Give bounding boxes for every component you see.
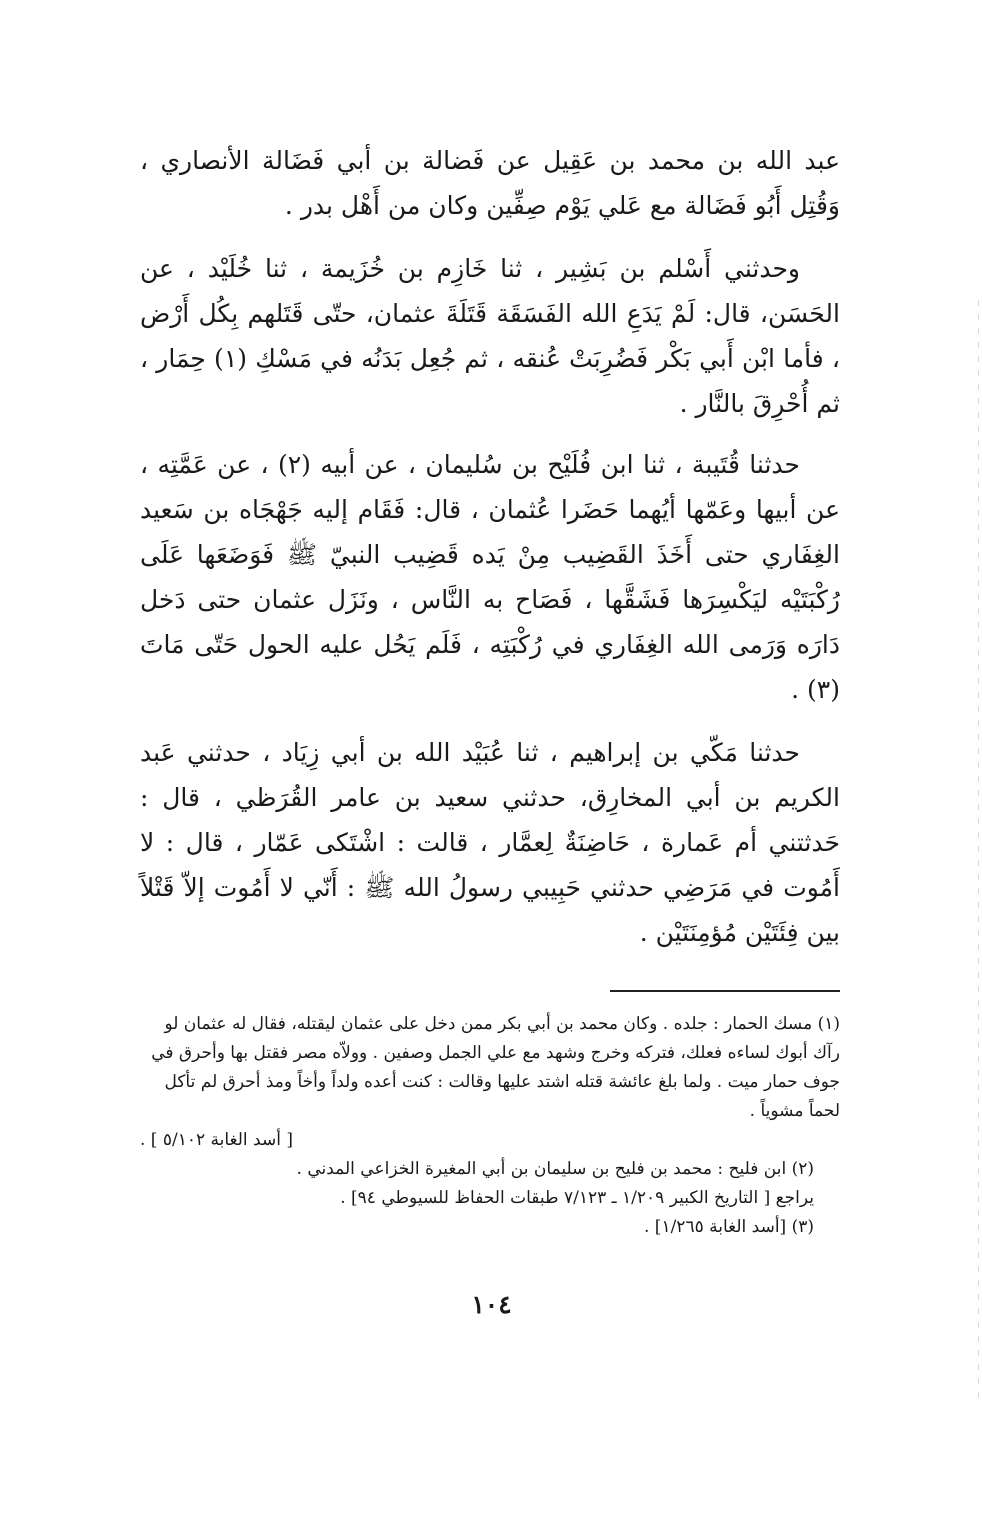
paragraph-3: حدثنا قُتَيبة ، ثنا ابن فُلَيْح بن سُليمان ، عن أبيه (٢) ، عن عَمَّتِه ، عن أبيها وعَمّها أيُهما حَضَرا عُثمان ، قال: فَقَام إليه جَهْجَاه بن سَعيد الغِفَاري حتى أَخَذَ القَضِيب مِنْ يَده قَضِيب النبيّ ﷺ فَوَضَعَها عَلَى رُكْبَتَيْه ليَكْسِرَها فَشَقَّها ، فَصَاح به النَّاس ، ونَزَل عثمان حتى دَخل دَارَه وَرَمى الله الغِفَاري في رُكْبَتِه ، فَلَم يَحُل عليه الحول حَتّى مَاتَ (٣) . bbox=[140, 450, 840, 704]
footnote-separator bbox=[610, 990, 840, 992]
page-number: ١٠٤ bbox=[471, 1290, 512, 1319]
paragraph-4: حدثنا مَكّي بن إبراهيم ، ثنا عُبَيْد الله بن أبي زِيَاد ، حدثني عَبد الكريم بن أبي المخارِق، حدثني سعيد بن عامر القُرَظي ، قال : حَدثتني أم عَمارة ، حَاضِنَةٌ لِعمَّار ، قالت : اشْتَكى عَمّار ، قال : لا أَمُوت في مَرَضِي حدثني حَبِيبي رسولُ الله ﷺ : أَنّي لا أَمُوت إلاّ قَتْلاً بين فِئَتَيْن مُؤمِنَتَيْن . bbox=[140, 738, 840, 947]
main-text bbox=[140, 138, 840, 955]
footnotes bbox=[140, 1010, 840, 1242]
paragraph-1: عبد الله بن محمد بن عَقِيل عن فَضالة بن أبي فَضَالة الأنصاري ، وَقُتِل أَبُو فَضَالة مع عَلي يَوْم صِفِّين وكان من أَهْل بدر . bbox=[140, 146, 840, 220]
footnote-1: (١) مسك الحمار : جلده . وكان محمد بن أبي بكر ممن دخل على عثمان ليقتله، فقال له عثمان لو رآك أبوك لساءه فعلك، فتركه وخرج وشهد مع علي الجمل وصفين . وولاّه مصر فقتل بها وأحرق في جوف حمار ميت . ولما بلغ عائشة قتله اشتد عليها وقالت : كنت أعده ولداً وأخاً ومذ أحرق لم تأكل لحماً مشوياً . bbox=[151, 1014, 840, 1121]
footnote-1-reference: [ أسد الغابة ٥/١٠٢ ] . bbox=[140, 1130, 293, 1150]
footnote-3: (٣) [أسد الغابة ١/٢٦٥] . bbox=[644, 1217, 814, 1237]
footnote-2: (٢) ابن فليح : محمد بن فليح بن سليمان بن أبي المغيرة الخزاعي المدني . bbox=[296, 1159, 814, 1179]
scan-edge-artifact bbox=[978, 300, 979, 1400]
footnote-2-reference: يراجع [ التاريخ الكبير ١/٢٠٩ ـ ٧/١٢٣ طبقات الحفاظ للسيوطي ٩٤] . bbox=[340, 1188, 814, 1208]
paragraph-2: وحدثني أَسْلم بن بَشِير ، ثنا خَازِم بن خُزَيمة ، ثنا خُلَيْد ، عن الحَسَن، قال: لَمْ يَدَعِ الله الفَسَقَة قَتَلَةَ عثمان، حتّى قَتَلهم بِكُل أَرْض ، فأما ابْن أَبي بَكْر فَضُرِبَتْ عُنقه ، ثم جُعِل بَدَنُه في مَسْكِ (١) حِمَار ، ثم أُحْرِقَ بالنَّار . bbox=[140, 254, 840, 418]
